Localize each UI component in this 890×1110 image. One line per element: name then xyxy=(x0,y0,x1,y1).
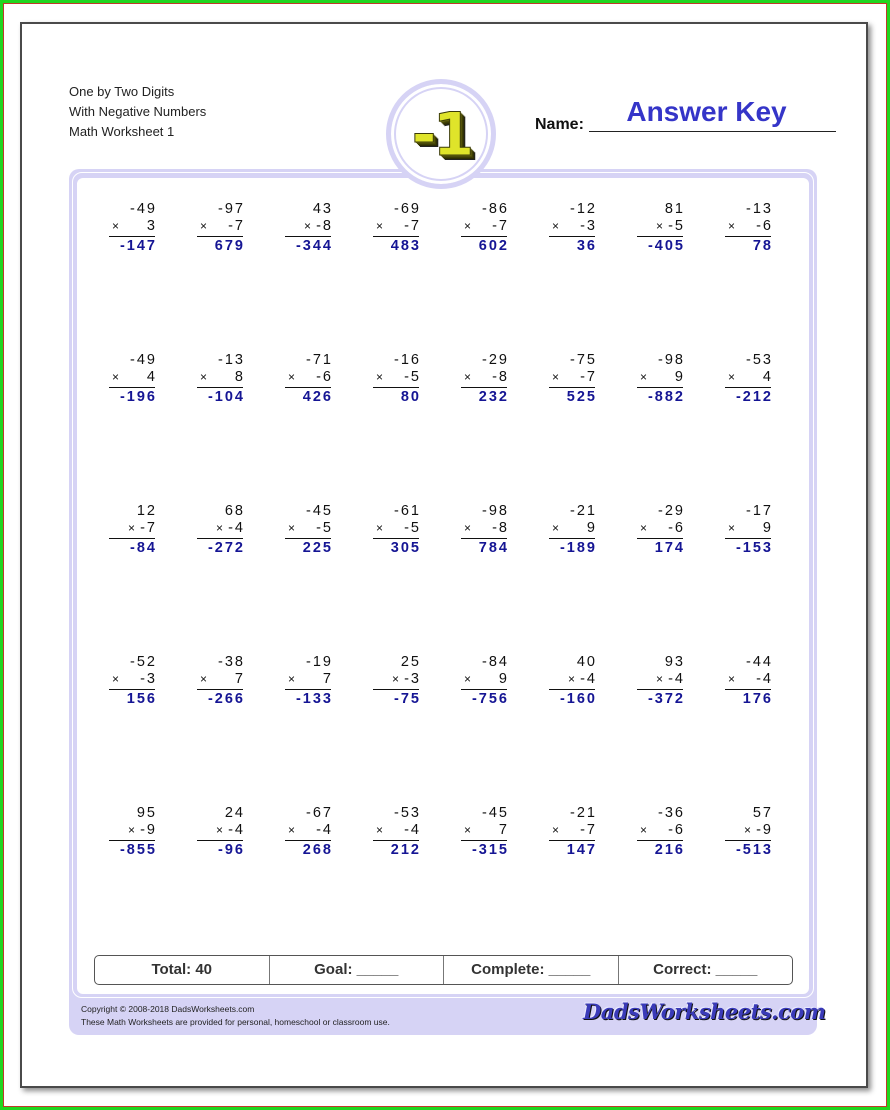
multiplicand: -75 xyxy=(570,352,597,368)
times-icon: × xyxy=(568,672,576,686)
multiplier: 7 xyxy=(322,671,333,687)
multiplier-row xyxy=(725,369,771,386)
multiplier-row xyxy=(285,671,331,688)
answer: -133 xyxy=(295,691,333,707)
times-icon: × xyxy=(656,672,664,686)
subtitle-line-1: One by Two Digits xyxy=(69,84,175,99)
answer: -212 xyxy=(735,389,773,405)
multiplier: -7 xyxy=(228,218,245,234)
multiplier: -6 xyxy=(668,520,685,536)
answer: -160 xyxy=(559,691,597,707)
multiplier: -7 xyxy=(140,520,157,536)
multiplicand: -97 xyxy=(218,201,245,217)
multiplier-row xyxy=(549,218,595,235)
multiplicand: 95 xyxy=(136,805,157,821)
negative-one-logo-text: -1 xyxy=(411,100,471,170)
multiplier-row xyxy=(373,671,419,688)
score-bar xyxy=(94,955,793,985)
multiplicand: -12 xyxy=(570,201,597,217)
problem-4-5 xyxy=(461,654,507,708)
problem-4-8 xyxy=(725,654,771,708)
copyright-block xyxy=(81,1003,390,1029)
answer: -405 xyxy=(647,238,685,254)
problem-5-1 xyxy=(109,805,155,859)
subtitle-line-3: Math Worksheet 1 xyxy=(69,124,175,139)
times-icon: × xyxy=(288,521,296,535)
answer: 483 xyxy=(390,238,421,254)
times-icon: × xyxy=(464,521,472,535)
multiplicand: 43 xyxy=(312,201,333,217)
multiplicand: -98 xyxy=(482,503,509,519)
answer: -855 xyxy=(119,842,157,858)
times-icon: × xyxy=(728,219,736,233)
problem-1-3 xyxy=(285,201,331,255)
answer: 36 xyxy=(576,238,597,254)
answer: -196 xyxy=(119,389,157,405)
problem-4-7 xyxy=(637,654,683,708)
multiplier: 9 xyxy=(674,369,685,385)
times-icon: × xyxy=(464,823,472,837)
times-icon: × xyxy=(376,823,384,837)
multiplicand: -86 xyxy=(482,201,509,217)
multiplier-row xyxy=(373,822,419,839)
problem-3-4 xyxy=(373,503,419,557)
problem-4-1 xyxy=(109,654,155,708)
multiplier-row xyxy=(109,218,155,235)
problem-1-7 xyxy=(637,201,683,255)
problem-4-2 xyxy=(197,654,243,708)
times-icon: × xyxy=(304,219,312,233)
answer: -344 xyxy=(295,238,333,254)
multiplier-row xyxy=(197,822,243,839)
times-icon: × xyxy=(216,823,224,837)
multiplier-row xyxy=(549,671,595,688)
multiplier: -6 xyxy=(756,218,773,234)
multiplier: -3 xyxy=(580,218,597,234)
multiplier-row xyxy=(549,520,595,537)
times-icon: × xyxy=(112,370,120,384)
copyright-text: Copyright © 2008-2018 DadsWorksheets.com xyxy=(81,1004,255,1014)
multiplier-row xyxy=(197,218,243,235)
multiplier: -7 xyxy=(492,218,509,234)
answer: -153 xyxy=(735,540,773,556)
multiplier: -3 xyxy=(140,671,157,687)
problem-1-8 xyxy=(725,201,771,255)
answer: -272 xyxy=(207,540,245,556)
multiplier-row xyxy=(285,822,331,839)
answer: 176 xyxy=(742,691,773,707)
multiplier-row xyxy=(109,369,155,386)
multiplier: 4 xyxy=(762,369,773,385)
times-icon: × xyxy=(728,521,736,535)
answer: 78 xyxy=(752,238,773,254)
problem-2-2 xyxy=(197,352,243,406)
multiplier-row xyxy=(461,671,507,688)
multiplier-row xyxy=(725,218,771,235)
multiplier-row xyxy=(637,218,683,235)
multiplier-row xyxy=(725,822,771,839)
score-complete: Complete: _____ xyxy=(444,956,619,984)
times-icon: × xyxy=(200,370,208,384)
multiplier: -3 xyxy=(404,671,421,687)
multiplicand: -21 xyxy=(570,503,597,519)
answer: 426 xyxy=(302,389,333,405)
multiplicand: 81 xyxy=(664,201,685,217)
answer: 232 xyxy=(478,389,509,405)
times-icon: × xyxy=(464,672,472,686)
times-icon: × xyxy=(656,219,664,233)
multiplicand: -17 xyxy=(746,503,773,519)
multiplicand: -16 xyxy=(394,352,421,368)
answer: 147 xyxy=(566,842,597,858)
times-icon: × xyxy=(744,823,752,837)
times-icon: × xyxy=(640,370,648,384)
problem-2-5 xyxy=(461,352,507,406)
answer: 216 xyxy=(654,842,685,858)
multiplier: -9 xyxy=(756,822,773,838)
multiplicand: -69 xyxy=(394,201,421,217)
times-icon: × xyxy=(200,219,208,233)
times-icon: × xyxy=(376,521,384,535)
multiplier: -7 xyxy=(404,218,421,234)
subtitle-line-2: With Negative Numbers xyxy=(69,104,207,119)
answer: -96 xyxy=(218,842,245,858)
times-icon: × xyxy=(288,672,296,686)
problem-3-7 xyxy=(637,503,683,557)
multiplicand: -67 xyxy=(306,805,333,821)
multiplier-row xyxy=(197,520,243,537)
multiplier-row xyxy=(109,671,155,688)
multiplicand: -98 xyxy=(658,352,685,368)
problem-2-6 xyxy=(549,352,595,406)
multiplier: 9 xyxy=(498,671,509,687)
multiplier-row xyxy=(461,369,507,386)
problem-5-8 xyxy=(725,805,771,859)
multiplier: 3 xyxy=(146,218,157,234)
times-icon: × xyxy=(128,823,136,837)
multiplicand: 24 xyxy=(224,805,245,821)
multiplier: 9 xyxy=(586,520,597,536)
answer: 602 xyxy=(478,238,509,254)
times-icon: × xyxy=(728,370,736,384)
problem-5-7 xyxy=(637,805,683,859)
multiplier-row xyxy=(461,822,507,839)
multiplicand: -13 xyxy=(218,352,245,368)
times-icon: × xyxy=(552,521,560,535)
multiplier-row xyxy=(549,822,595,839)
multiplicand: -38 xyxy=(218,654,245,670)
answer: -189 xyxy=(559,540,597,556)
answer: -75 xyxy=(394,691,421,707)
answer: -315 xyxy=(471,842,509,858)
answer: 679 xyxy=(214,238,245,254)
multiplier: -5 xyxy=(404,520,421,536)
times-icon: × xyxy=(128,521,136,535)
answer: 225 xyxy=(302,540,333,556)
answer: 525 xyxy=(566,389,597,405)
multiplier: -4 xyxy=(404,822,421,838)
answer: 268 xyxy=(302,842,333,858)
multiplicand: 93 xyxy=(664,654,685,670)
times-icon: × xyxy=(640,521,648,535)
name-underline xyxy=(589,131,836,132)
answer: -372 xyxy=(647,691,685,707)
times-icon: × xyxy=(464,219,472,233)
times-icon: × xyxy=(640,823,648,837)
problem-1-1 xyxy=(109,201,155,255)
negative-one-logo xyxy=(386,79,496,189)
multiplicand: -84 xyxy=(482,654,509,670)
multiplicand: -45 xyxy=(482,805,509,821)
worksheet-subtitle xyxy=(69,82,206,142)
multiplier: -8 xyxy=(492,520,509,536)
problem-1-5 xyxy=(461,201,507,255)
multiplier: -5 xyxy=(668,218,685,234)
multiplier: 9 xyxy=(762,520,773,536)
times-icon: × xyxy=(552,370,560,384)
multiplier-row xyxy=(373,369,419,386)
multiplier-row xyxy=(285,520,331,537)
multiplicand: -45 xyxy=(306,503,333,519)
multiplicand: 25 xyxy=(400,654,421,670)
multiplicand: -52 xyxy=(130,654,157,670)
problem-1-4 xyxy=(373,201,419,255)
multiplicand: 40 xyxy=(576,654,597,670)
multiplier: -4 xyxy=(316,822,333,838)
multiplier-row xyxy=(285,369,331,386)
multiplicand: -53 xyxy=(746,352,773,368)
answer: 174 xyxy=(654,540,685,556)
multiplier-row xyxy=(725,520,771,537)
times-icon: × xyxy=(728,672,736,686)
times-icon: × xyxy=(392,672,400,686)
multiplier: -4 xyxy=(228,520,245,536)
multiplier: -4 xyxy=(228,822,245,838)
multiplier-row xyxy=(461,218,507,235)
problem-3-8 xyxy=(725,503,771,557)
problem-5-4 xyxy=(373,805,419,859)
problem-1-6 xyxy=(549,201,595,255)
multiplicand: -71 xyxy=(306,352,333,368)
times-icon: × xyxy=(216,521,224,535)
answer-key-title: Answer Key xyxy=(626,96,787,127)
multiplicand: -53 xyxy=(394,805,421,821)
multiplicand: -19 xyxy=(306,654,333,670)
multiplicand: 12 xyxy=(136,503,157,519)
multiplier-row xyxy=(637,822,683,839)
multiplier-row xyxy=(637,671,683,688)
problem-3-6 xyxy=(549,503,595,557)
score-total: Total: 40 xyxy=(95,956,270,984)
times-icon: × xyxy=(112,219,120,233)
answer: -513 xyxy=(735,842,773,858)
multiplicand: -61 xyxy=(394,503,421,519)
multiplicand: -29 xyxy=(658,503,685,519)
multiplier-row xyxy=(461,520,507,537)
problem-3-3 xyxy=(285,503,331,557)
multiplier-row xyxy=(197,369,243,386)
multiplier: -5 xyxy=(404,369,421,385)
problem-5-2 xyxy=(197,805,243,859)
times-icon: × xyxy=(376,219,384,233)
multiplier-row xyxy=(109,520,155,537)
problem-4-3 xyxy=(285,654,331,708)
multiplier-row xyxy=(725,671,771,688)
multiplier: -6 xyxy=(668,822,685,838)
name-label: Name: xyxy=(535,116,584,133)
problem-5-5 xyxy=(461,805,507,859)
answer: 784 xyxy=(478,540,509,556)
problem-4-6 xyxy=(549,654,595,708)
problem-2-1 xyxy=(109,352,155,406)
multiplier-row xyxy=(549,369,595,386)
answer: 305 xyxy=(390,540,421,556)
multiplier-row xyxy=(373,520,419,537)
multiplier: -7 xyxy=(580,369,597,385)
multiplicand: -13 xyxy=(746,201,773,217)
multiplicand: -21 xyxy=(570,805,597,821)
score-goal: Goal: _____ xyxy=(270,956,445,984)
problem-panel xyxy=(75,176,811,996)
multiplier: -4 xyxy=(668,671,685,687)
multiplier: 4 xyxy=(146,369,157,385)
multiplier-row xyxy=(197,671,243,688)
problem-2-4 xyxy=(373,352,419,406)
times-icon: × xyxy=(112,672,120,686)
multiplicand: -49 xyxy=(130,352,157,368)
multiplier: 7 xyxy=(498,822,509,838)
answer: -882 xyxy=(647,389,685,405)
multiplicand: 57 xyxy=(752,805,773,821)
answer: -104 xyxy=(207,389,245,405)
multiplicand: -29 xyxy=(482,352,509,368)
problem-5-6 xyxy=(549,805,595,859)
problem-2-3 xyxy=(285,352,331,406)
problem-1-2 xyxy=(197,201,243,255)
multiplier-row xyxy=(373,218,419,235)
problem-4-4 xyxy=(373,654,419,708)
multiplicand: 68 xyxy=(224,503,245,519)
times-icon: × xyxy=(288,823,296,837)
times-icon: × xyxy=(464,370,472,384)
answer: 156 xyxy=(126,691,157,707)
multiplier: -7 xyxy=(580,822,597,838)
answer: -756 xyxy=(471,691,509,707)
times-icon: × xyxy=(552,823,560,837)
score-correct: Correct: _____ xyxy=(653,961,758,978)
multiplier: -4 xyxy=(756,671,773,687)
multiplier: -4 xyxy=(580,671,597,687)
usage-text: These Math Worksheets are provided for personal, homeschool or classroom use. xyxy=(81,1017,390,1027)
times-icon: × xyxy=(200,672,208,686)
times-icon: × xyxy=(552,219,560,233)
multiplier-row xyxy=(109,822,155,839)
problem-5-3 xyxy=(285,805,331,859)
answer: -266 xyxy=(207,691,245,707)
answer: 212 xyxy=(390,842,421,858)
multiplier-row xyxy=(285,218,331,235)
problem-2-7 xyxy=(637,352,683,406)
answer: 80 xyxy=(400,389,421,405)
multiplier: -5 xyxy=(316,520,333,536)
times-icon: × xyxy=(376,370,384,384)
multiplier: -9 xyxy=(140,822,157,838)
multiplier: 8 xyxy=(234,369,245,385)
answer: -84 xyxy=(130,540,157,556)
multiplier: -8 xyxy=(492,369,509,385)
problem-3-5 xyxy=(461,503,507,557)
multiplier: -8 xyxy=(316,218,333,234)
times-icon: × xyxy=(288,370,296,384)
multiplier-row xyxy=(637,369,683,386)
answer: -147 xyxy=(119,238,157,254)
problem-3-1 xyxy=(109,503,155,557)
problem-2-8 xyxy=(725,352,771,406)
multiplier-row xyxy=(637,520,683,537)
problem-3-2 xyxy=(197,503,243,557)
multiplier: 7 xyxy=(234,671,245,687)
multiplicand: -36 xyxy=(658,805,685,821)
multiplicand: -49 xyxy=(130,201,157,217)
multiplier: -6 xyxy=(316,369,333,385)
dadsworksheets-logo: DadsWorksheets.com xyxy=(583,999,826,1024)
multiplicand: -44 xyxy=(746,654,773,670)
